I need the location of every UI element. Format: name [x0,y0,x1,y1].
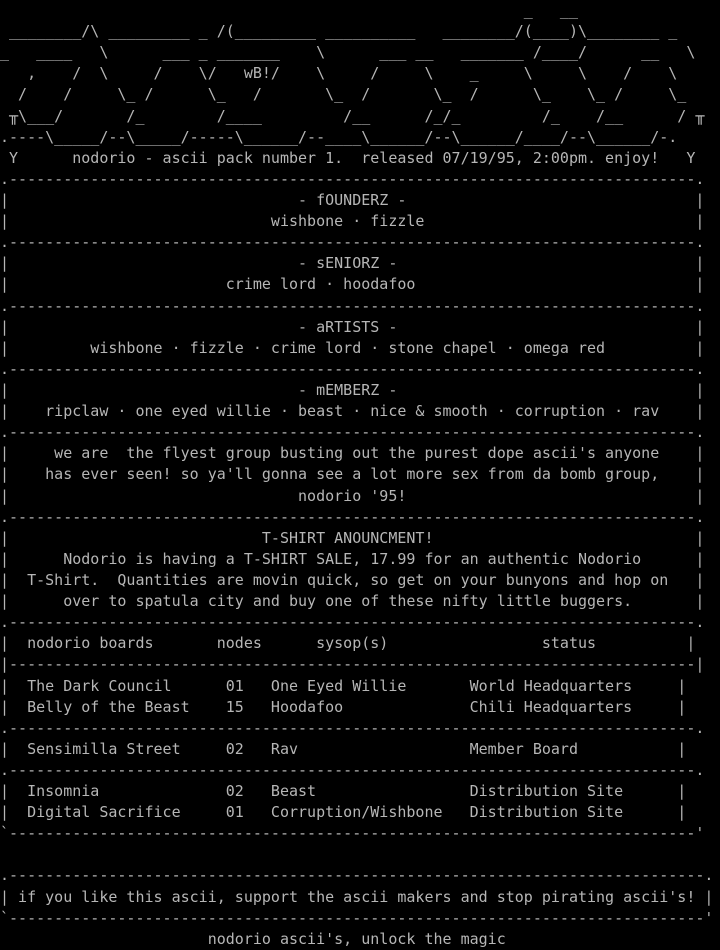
release-title-line: Y nodorio - ascii pack number 1. released 07/19/95, 2:00pm. enjoy! Y [0,148,696,167]
board-row-dark-council: | The Dark Council 01 One Eyed Willie World Headquarters | [0,676,687,695]
founderz-names: | wishbone · fizzle | [0,212,705,231]
section-divider-3: .----------------------------------------------------------------------------. [0,359,705,378]
footer-box-bottom: `-----------------------------------------------------------------------------' [0,908,714,927]
boards-table-divider: |----------------------------------------------------------------------------| [0,655,705,674]
blank-line [0,844,720,865]
box-border-top: .----------------------------------------------------------------------------. [0,169,705,188]
footer-message: | if you like this ascii, support the ascii makers and stop pirating ascii's! | [0,887,714,906]
tshirt-line-1: | Nodorio is having a T-SHIRT SALE, 17.99 for an authentic Nodorio | [0,549,705,568]
tshirt-heading: | T-SHIRT ANOUNCMENT! | [0,528,705,547]
boards-table-header: | nodorio boards nodes sysop(s) status | [0,634,696,653]
founderz-heading: | - fOUNDERZ - | [0,190,705,209]
section-divider-7: .----------------------------------------------------------------------------. [0,718,705,737]
header-art-line-1: ________/\ _________ _ /(_________ __________ ________/(____)\________ _ [0,22,678,41]
section-divider-6: .----------------------------------------------------------------------------. [0,613,705,632]
section-divider-1: .----------------------------------------------------------------------------. [0,233,705,252]
header-art-line-5: ╥\___/ /_ /____ /__ /_/_ /_ /__ / ╥ [0,106,705,125]
memberz-heading: | - mEMBERZ - | [0,380,705,399]
header-art-line-0: _ __ [0,1,578,19]
board-row-digital-sacrifice: | Digital Sacrifice 01 Corruption/Wishbone Distribution Site | [0,803,687,822]
header-art-line-6: .----\_____/--\_____/-----\______/--____\______/--\______/____/--\______/-. [0,127,678,146]
seniorz-names: | crime lord · hoodafoo | [0,275,705,294]
section-divider-4: .----------------------------------------------------------------------------. [0,423,705,442]
section-divider-5: .----------------------------------------------------------------------------. [0,507,705,526]
tshirt-line-2: | T-Shirt. Quantities are movin quick, so get on your bunyons and hop on | [0,570,705,589]
artists-names: | wishbone · fizzle · crime lord · stone chapel · omega red | [0,338,705,357]
board-row-insomnia: | Insomnia 02 Beast Distribution Site | [0,782,687,801]
seniorz-heading: | - sENIORZ - | [0,254,705,273]
box-border-bottom: `----------------------------------------------------------------------------' [0,824,705,843]
group-blurb-line-2: | has ever seen! so ya'll gonna see a lot more sex from da bomb group, | [0,465,705,484]
footer-box-top: .-----------------------------------------------------------------------------. [0,866,714,885]
header-art-line-3: , / \ / \/ wB!/ \ / \ _ \ \ / \ [0,64,678,83]
tshirt-line-3: | over to spatula city and buy one of these nifty little buggers. | [0,592,705,611]
section-divider-2: .----------------------------------------------------------------------------. [0,296,705,315]
group-blurb-line-3: | nodorio '95! | [0,486,705,505]
tagline: nodorio ascii's, unlock the magic [0,929,506,948]
header-art-line-2: _ ____ \ ___ _ _______ \ ___ __ _______ /____/ __ \ [0,43,696,62]
section-divider-8: .----------------------------------------------------------------------------. [0,760,705,779]
group-blurb-line-1: | we are the flyest group busting out the purest dope ascii's anyone | [0,444,705,463]
header-art-line-4: / / \_ / \_ / \_ / \_ / \_ \_ / \_ [0,85,687,104]
artists-heading: | - aRTISTS - | [0,317,705,336]
memberz-names: | ripclaw · one eyed willie · beast · nice & smooth · corruption · rav | [0,402,705,421]
board-row-belly-beast: | Belly of the Beast 15 Hoodafoo Chili Headquarters | [0,697,687,716]
board-row-sensimilla: | Sensimilla Street 02 Rav Member Board | [0,739,687,758]
